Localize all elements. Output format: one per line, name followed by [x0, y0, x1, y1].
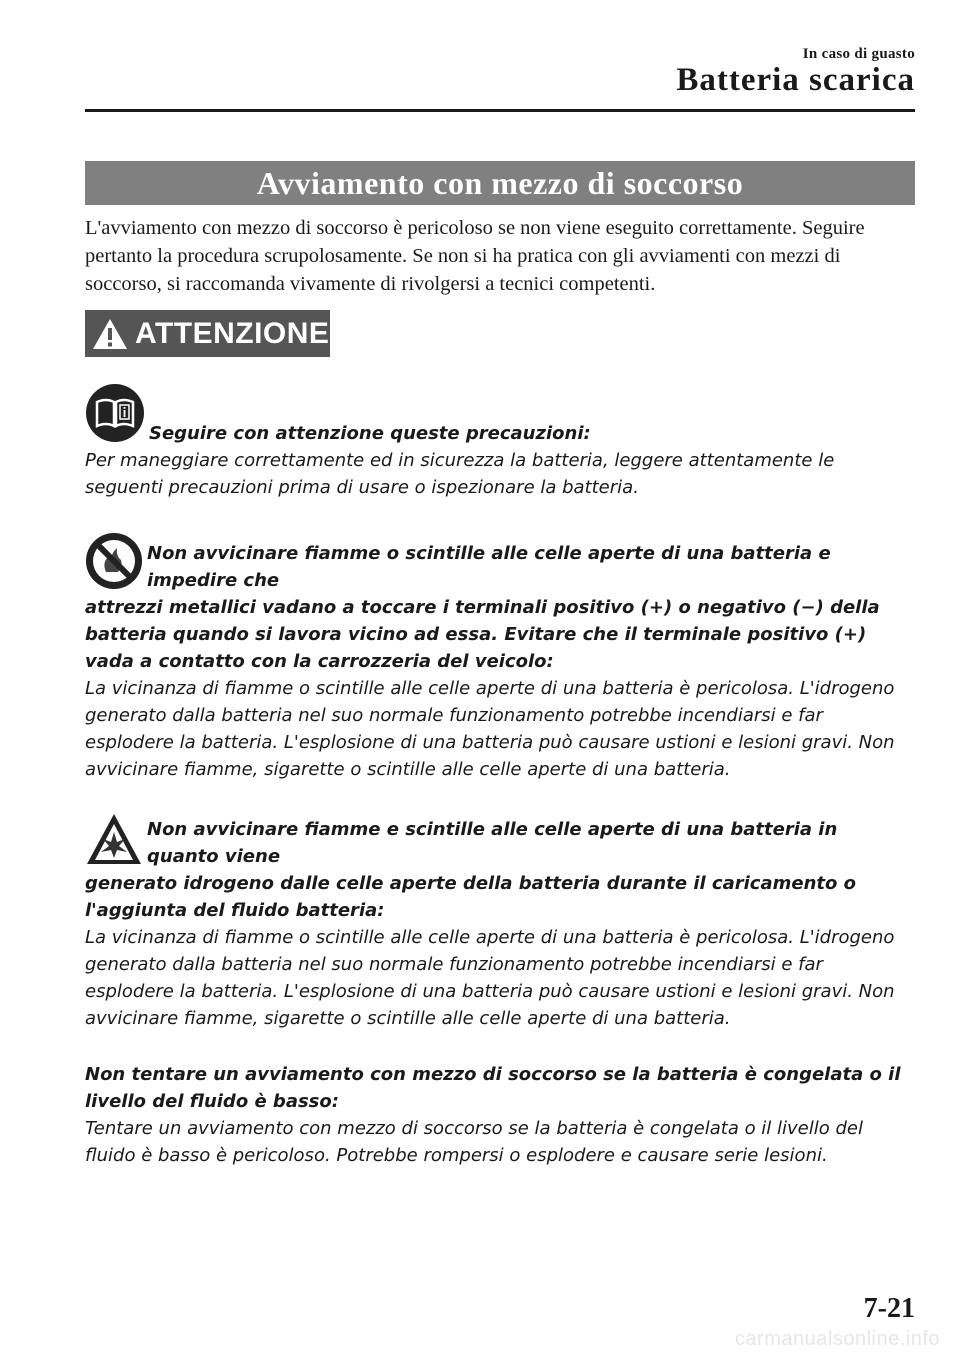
no-flame-icon — [85, 532, 143, 590]
warning-label-box — [85, 310, 330, 357]
precaution-item-1 — [85, 383, 915, 501]
explosion-warning-icon — [85, 812, 143, 866]
precaution-item-3 — [85, 812, 915, 1032]
precaution-item-2 — [85, 532, 915, 783]
warning-label: ATTENZIONE — [135, 316, 330, 350]
precaution-title: Seguire con attenzione queste precauzioni: — [149, 423, 591, 444]
precaution-item-4 — [85, 1061, 915, 1169]
precaution-title: Non tentare un avviamento con mezzo di soccorso se la batteria è congelata o il livello del fluido è basso: — [85, 1064, 901, 1112]
chapter-label: In caso di guasto — [802, 46, 915, 62]
precaution-body: La vicinanza di fiamme o scintille alle celle aperte di una batteria è pericolosa. L'idrogeno generato dalla batteria nel suo normale funzionamento potrebbe incendiarsi e far esplodere la batteria. L'esplosione di una batteria può causare ustioni e lesioni gravi. Non avvicinare fiamme, sigarette o scintille alle celle aperte di una batteria. — [85, 927, 895, 1029]
warning-triangle-icon — [91, 317, 129, 351]
manual-icon — [85, 383, 145, 443]
precaution-body: Tentare un avviamento con mezzo di soccorso se la batteria è congelata o il livello del fluido è basso è pericoloso. Potrebbe rompersi o esplodere e causare serie lesioni. — [85, 1118, 863, 1166]
page-title: Batteria scarica — [676, 62, 915, 98]
page-number: 7-21 — [863, 1293, 915, 1324]
precaution-title: attrezzi metallici vadano a toccare i terminali positivo (+) o negativo (−) della batteria quando si lavora vicino ad essa. Evitare che il terminale positivo (+) vada a contatto con la carrozzeria del veicolo: — [85, 597, 880, 672]
precaution-title-lead: Non avvicinare fiamme e scintille alle celle aperte di una batteria in quanto viene — [147, 819, 838, 867]
precaution-body: La vicinanza di fiamme o scintille alle celle aperte di una batteria è pericolosa. L'idrogeno generato dalla batteria nel suo normale funzionamento potrebbe incendiarsi e far esplodere la batteria. L'esplosione di una batteria può causare ustioni e lesioni gravi. Non avvicinare fiamme, sigarette o scintille alle celle aperte di una batteria. — [85, 678, 895, 780]
section-title: Avviamento con mezzo di soccorso — [256, 164, 744, 201]
precaution-title-lead: Non avvicinare fiamme o scintille alle celle aperte di una batteria e impedire che — [147, 543, 831, 591]
header-rule — [85, 109, 915, 112]
watermark: carmanualsonline.info — [734, 1328, 940, 1350]
precaution-title: generato idrogeno dalle celle aperte della batteria durante il caricamento o l'aggiunta del fluido batteria: — [85, 873, 856, 921]
section-title-bar — [85, 161, 915, 205]
section-intro: L'avviamento con mezzo di soccorso è pericoloso se non viene eseguito correttamente. Seguire pertanto la procedura scrupolosamente. Se non si ha pratica con gli avviamenti con mezzi di soccorso, si raccomanda vivamente di rivolgersi a tecnici competenti. — [85, 217, 865, 295]
precaution-body: Per maneggiare correttamente ed in sicurezza la batteria, leggere attentamente le seguenti precauzioni prima di usare o ispezionare la batteria. — [85, 450, 835, 498]
